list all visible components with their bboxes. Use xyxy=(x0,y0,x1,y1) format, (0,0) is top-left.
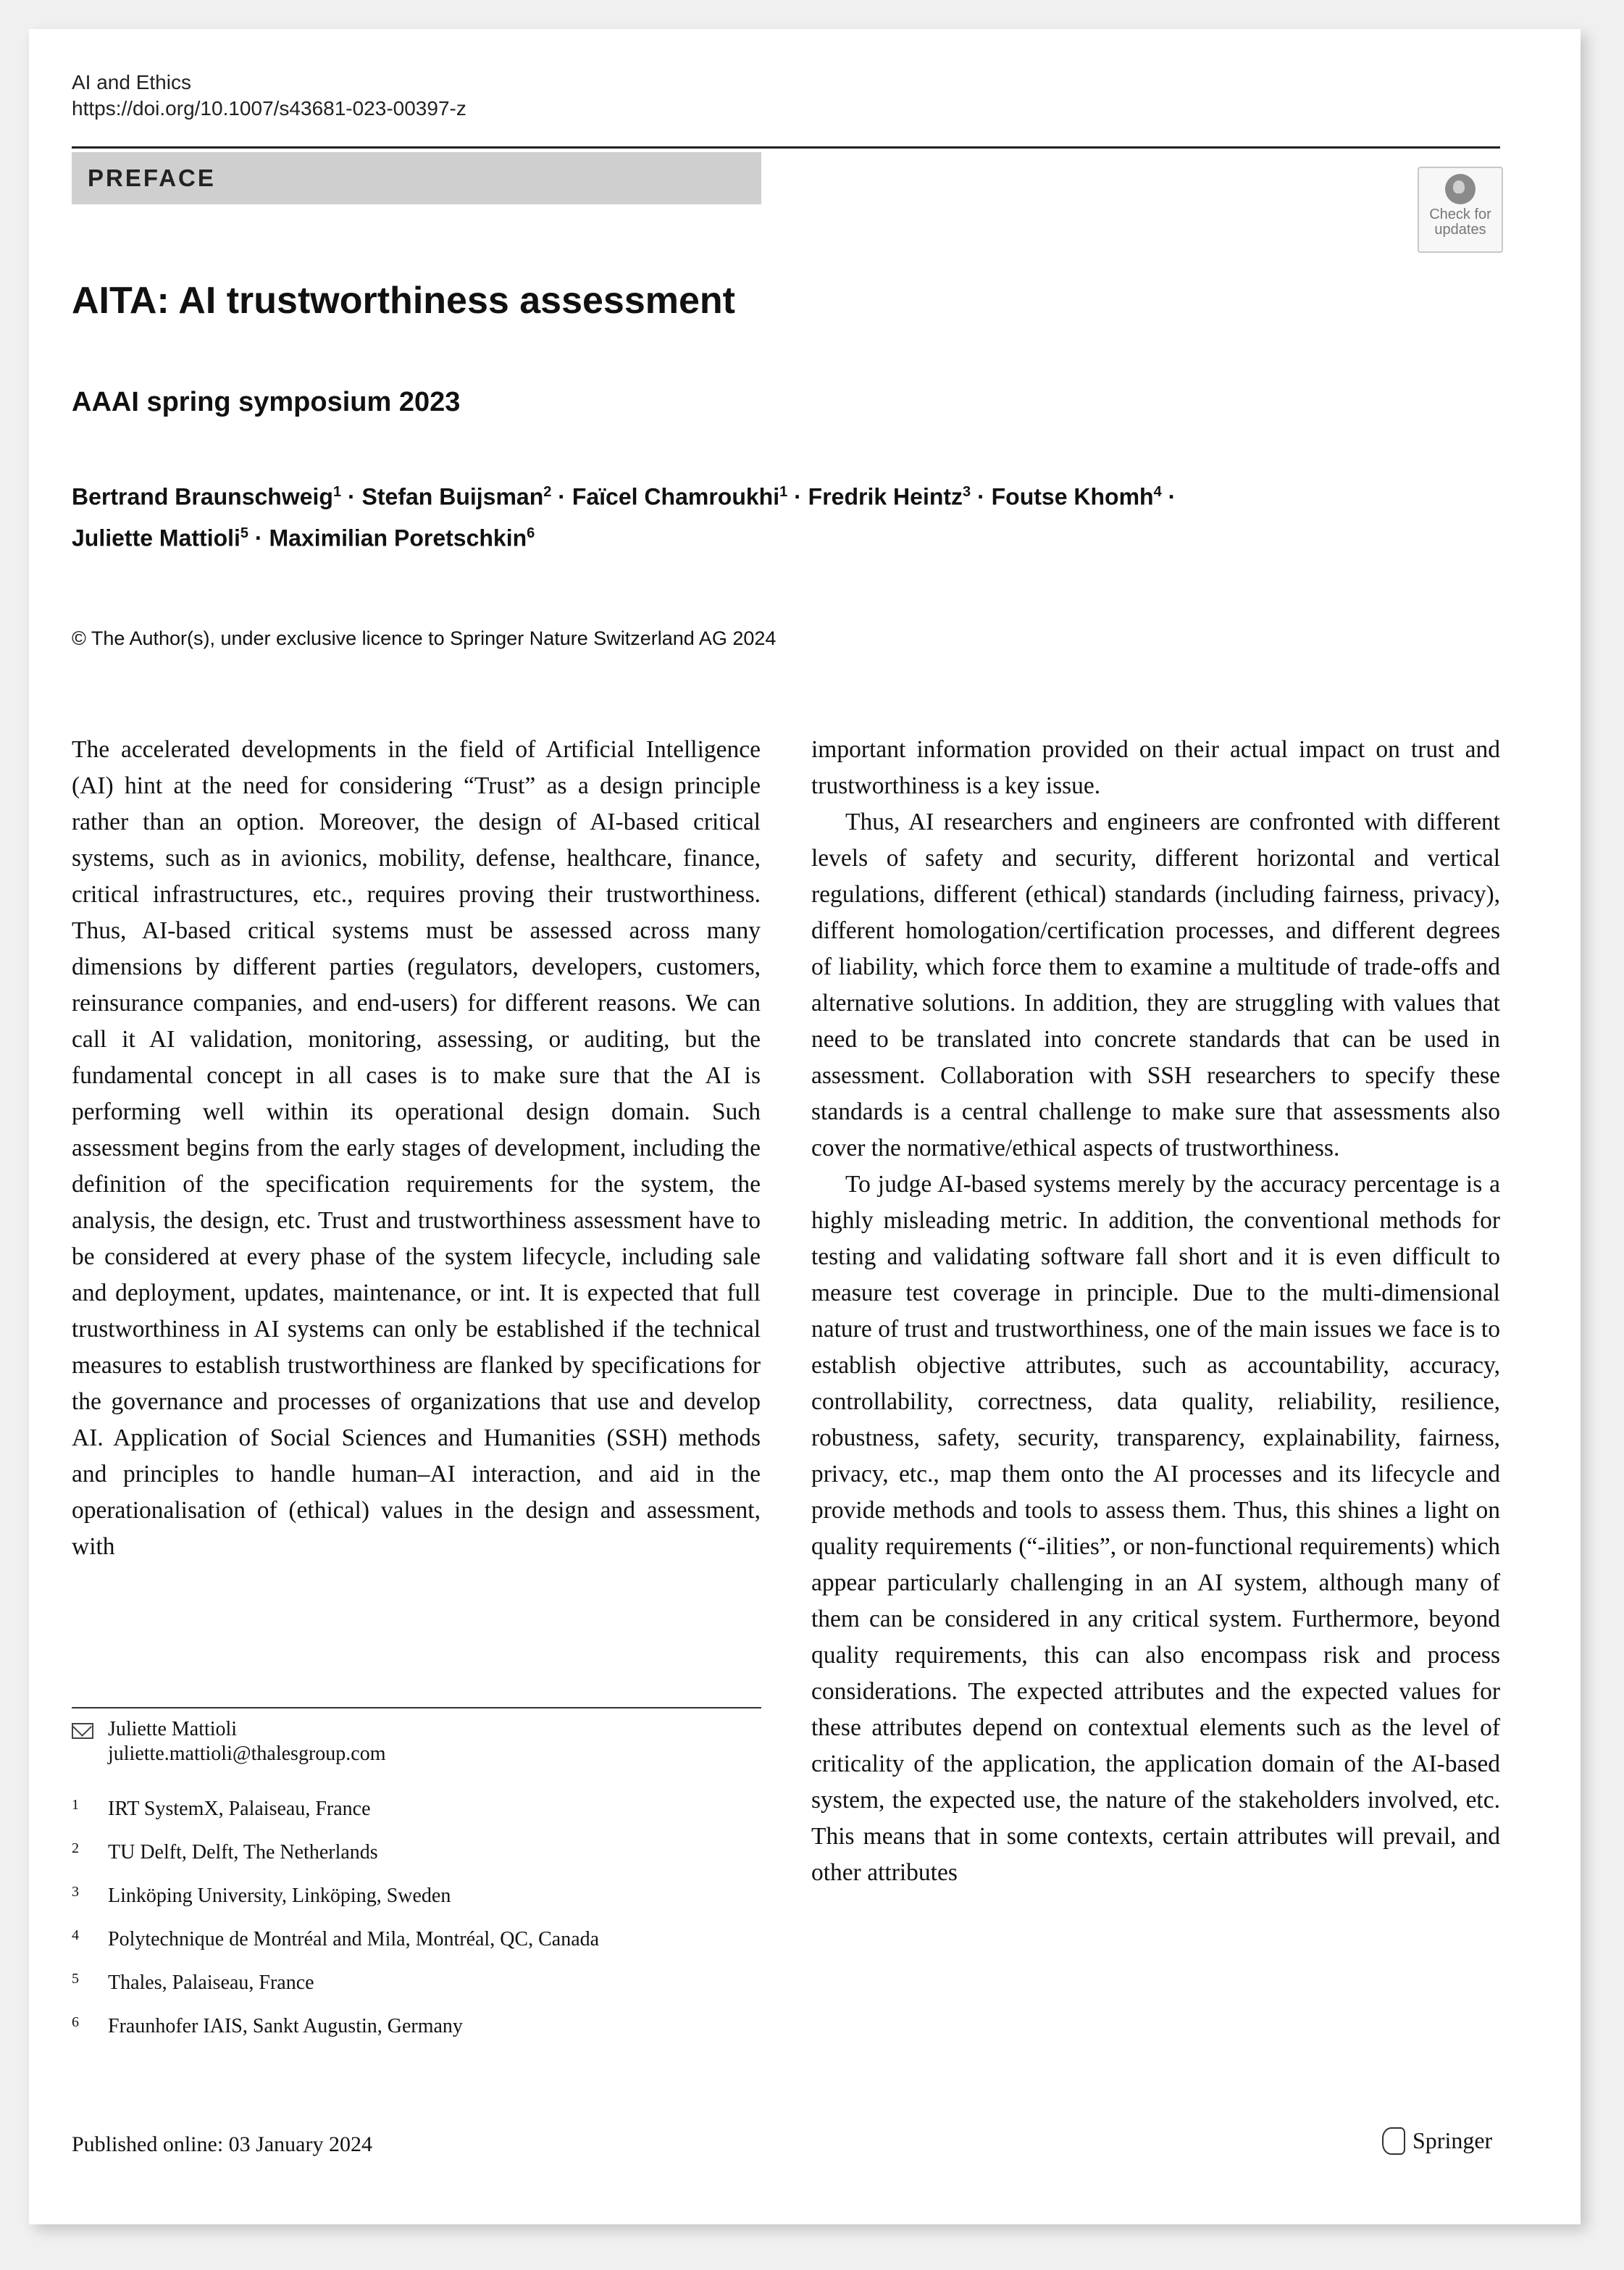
author-line-2: Juliette Mattioli$^5$ · Maximilian Poretschkin$^6$ xyxy=(72,525,535,551)
affiliation-number: 4 xyxy=(72,1927,79,1943)
section-banner xyxy=(72,152,761,204)
header-rule xyxy=(72,146,1500,149)
author-line-1: Bertrand Braunschweig$^1$ · Stefan Buijsman$^2$ · Faïcel Chamroukhi$^1$ · Fredrik Heintz$^3$ · Foutse Khomh$^4$ · xyxy=(72,483,1176,510)
doi-link[interactable]: https://doi.org/10.1007/s43681-023-00397-z xyxy=(72,97,466,120)
author-name: Stefan Buijsman xyxy=(361,483,544,510)
author-list xyxy=(72,474,1448,556)
affiliation-number: 3 xyxy=(72,1884,79,1900)
springer-horse-icon xyxy=(1382,2127,1405,2155)
author-name: Foutse Khomh xyxy=(991,483,1154,510)
author-affiliation-mark: 2 xyxy=(543,484,552,500)
affiliation-text: Polytechnique de Montréal and Mila, Montréal, QC, Canada xyxy=(108,1928,600,1950)
author-affiliation-mark: 5 xyxy=(240,525,249,541)
body-paragraph: important information provided on their actual impact on trust and trustworthiness is a key issue. xyxy=(811,736,1500,799)
publisher-logo xyxy=(1382,2127,1492,2157)
paper-page xyxy=(29,29,1581,2224)
badge-text: Check for updates xyxy=(1429,206,1491,238)
affiliation-number: 5 xyxy=(72,1971,79,1987)
affiliation-text: IRT SystemX, Palaiseau, France xyxy=(108,1798,371,1820)
section-label: PREFACE xyxy=(88,164,216,191)
paper-subtitle: AAAI spring symposium 2023 xyxy=(72,387,461,417)
paper-title: AITA: AI trustworthiness assessment xyxy=(72,280,735,322)
body-paragraph: Thus, AI researchers and engineers are confronted with different levels of safety and security, different horizontal and vertical regulations, different (ethical) standards (including fairness, privacy), different homologation/certification processes, and different degrees of liability, which force them to examine a multitude of trade-offs and alternative solutions. In addition, they are struggling with values that need to be translated into concrete standards that can be used in assessment. Collaboration with SSH researchers to specify these standards is a central challenge to make sure that assessments also cover the normative/ethical aspects of trustworthiness. xyxy=(811,809,1500,1161)
check-for-updates-badge[interactable] xyxy=(1418,167,1503,253)
published-date: Published online: 03 January 2024 xyxy=(72,2132,372,2156)
author-affiliation-mark: 6 xyxy=(527,525,535,541)
affiliation-text: Linköping University, Linköping, Sweden xyxy=(108,1885,451,1907)
correspondence-name: Juliette Mattioli xyxy=(108,1718,238,1740)
author-affiliation-mark: 1 xyxy=(332,484,342,500)
author-name: Juliette Mattioli xyxy=(72,525,240,551)
affiliation-number: 1 xyxy=(72,1797,79,1813)
author-affiliation-mark: 3 xyxy=(963,484,971,500)
body-paragraph: To judge AI-based systems merely by the accuracy percentage is a highly misleading metric. In addition, the conventional methods for testing and validating software fall short and it is even difficult to measure test coverage in principle. Due to the multi-dimensional nature of trust and trustworthiness, one of the main issues we face is to establish objective attributes, such as accountability, accuracy, controllability, correctness, data quality, reliability, resilience, robustness, safety, security, transparency, explainability, fairness, privacy, etc., map them onto the AI processes and its lifecycle and provide methods and tools to assess them. Thus, this shines a light on quality requirements (“-ilities”, or non-functional requirements) which appear particularly challenging in an AI system, although many of them can be considered in any critical system. Furthermore, beyond quality requirements, this can also encompass risk and process considerations. The expected attributes and the expected values for these attributes depend on contextual elements such as the level of criticality of the application, the application domain of the AI-based system, the expected use, the nature of the stakeholders involved, etc. This means that in some contexts, certain attributes will prevail, and other attributes xyxy=(811,1171,1500,1886)
update-icon xyxy=(1445,174,1476,204)
correspondence xyxy=(72,1717,386,1765)
body-column-right xyxy=(811,732,1500,1891)
author-affiliation-mark: 1 xyxy=(779,484,788,500)
author-name: Maximilian Poretschkin xyxy=(269,525,527,551)
footnote-rule xyxy=(72,1707,761,1708)
journal-name: AI and Ethics xyxy=(72,71,191,93)
copyright-notice: © The Author(s), under exclusive licence to Springer Nature Switzerland AG 2024 xyxy=(72,627,777,649)
affiliation-text: Fraunhofer IAIS, Sankt Augustin, Germany xyxy=(108,2015,463,2037)
author-name: Bertrand Braunschweig xyxy=(72,483,333,510)
affiliation-text: TU Delft, Delft, The Netherlands xyxy=(108,1841,378,1864)
author-affiliation-mark: 4 xyxy=(1153,484,1162,500)
author-name: Faïcel Chamroukhi xyxy=(572,483,780,510)
correspondence-email[interactable]: juliette.mattioli@thalesgroup.com xyxy=(108,1743,386,1765)
body-paragraph: The accelerated developments in the field of Artificial Intelligence (AI) hint at the need for considering “Trust” as a design principle rather than an option. Moreover, the design of AI-based critical systems, such as in avionics, mobility, defense, healthcare, finance, critical infrastructures, etc., requires proving their trustworthiness. Thus, AI-based critical systems must be assessed across many dimensions by different parties (regulators, developers, customers, reinsurance companies, and end-users) for different reasons. We can call it AI validation, monitoring, assessing, or auditing, but the fundamental concept in all cases is to make sure that the AI is performing well within its operational design domain. Such assessment begins from the early stages of development, including the definition of the specification requirements for the system, the analysis, the design, etc. Trust and trustworthiness assessment have to be considered at every phase of the system lifecycle, including sale and deployment, updates, maintenance, or int. It is expected that full trustworthiness in AI systems can only be established if the technical measures to establish trustworthiness are flanked by specifications for the governance and processes of organizations that use and develop AI. Application of Social Sciences and Humanities (SSH) methods and principles to handle human–AI interaction, and aid in the operationalisation of (ethical) values in the design and assessment, with xyxy=(72,736,761,1560)
affiliation-number: 6 xyxy=(72,2014,79,2030)
body-column-left xyxy=(72,732,761,1565)
publisher-name: Springer xyxy=(1412,2127,1493,2153)
affiliation-text: Thales, Palaiseau, France xyxy=(108,1971,314,1994)
affiliation-number: 2 xyxy=(72,1840,79,1856)
envelope-icon xyxy=(72,1723,93,1739)
author-name: Fredrik Heintz xyxy=(808,483,963,510)
